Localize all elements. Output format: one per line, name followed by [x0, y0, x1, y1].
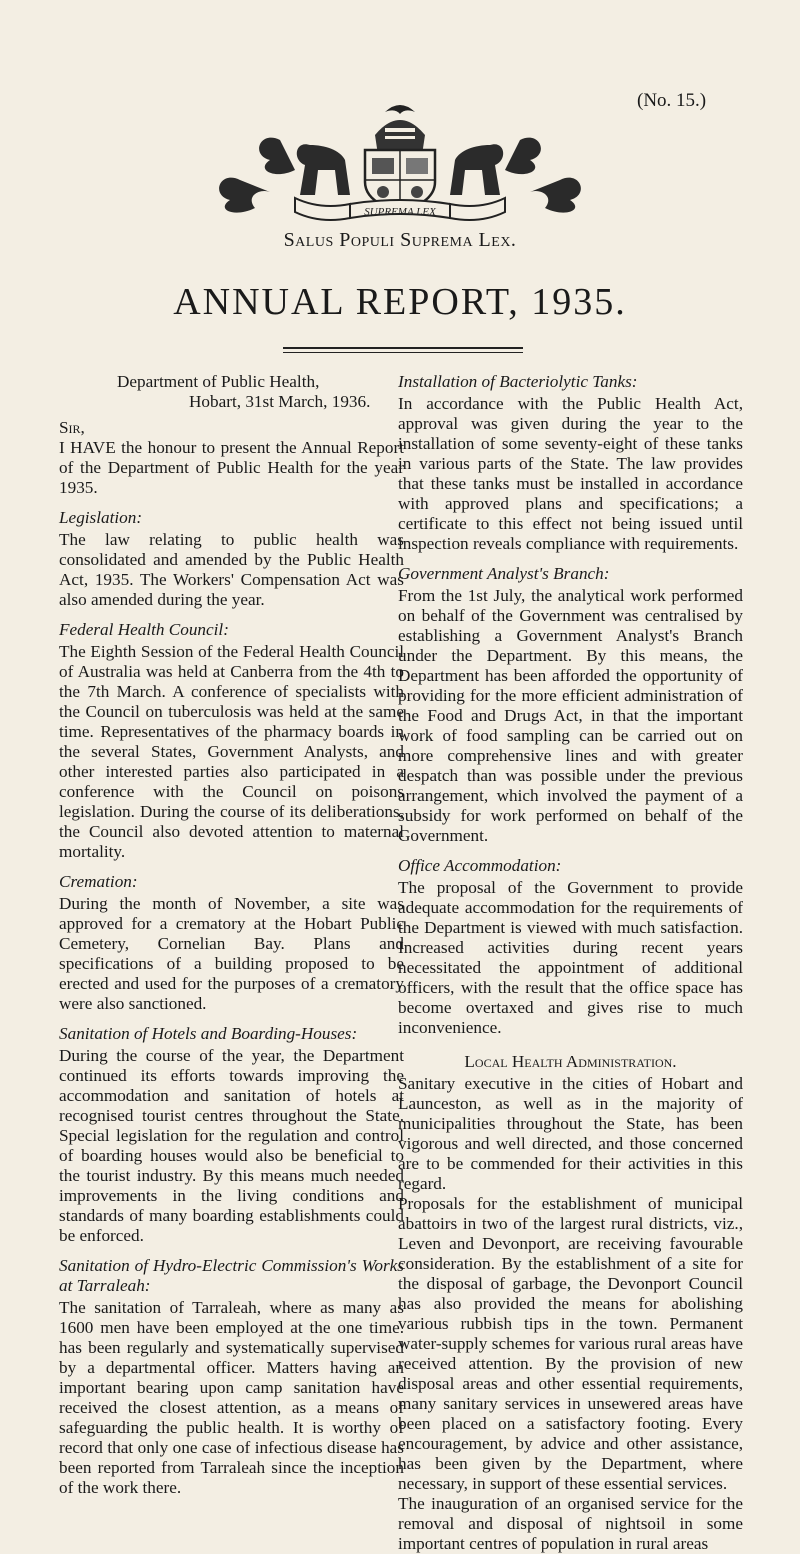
- place-date: Hobart, 31st March, 1936.: [189, 392, 371, 411]
- salutation: Sir,: [59, 418, 85, 437]
- page-title: ANNUAL REPORT, 1935.: [173, 281, 627, 323]
- divider: [283, 352, 523, 353]
- section-heading: Cremation:: [59, 872, 138, 891]
- section-heading: Sanitation of Hotels and Boarding-Houses:: [59, 1024, 358, 1043]
- section-heading: Government Analyst's Branch:: [398, 564, 610, 583]
- intro-paragraph: I HAVE the honour to present the Annual Report of the Department of Public Health for the year 1935.: [59, 438, 404, 497]
- section-body: During the course of the year, the Department continued its efforts towards improving the accommodation and sanitation of hotels at recognised tourist centres throughout the State. Special legislation for the regulation and control of boarding houses would also be beneficial to the tourist industry. By this means much needed improvements in the living conditions and standards of many boarding establishments could be enforced.: [59, 1046, 404, 1245]
- right-column: [398, 372, 743, 1554]
- left-column: [59, 372, 404, 1498]
- section-body: Sanitary executive in the cities of Hobart and Launceston, as well as in the majority of municipalities throughout the State, has been vigorous and well directed, and those concerned are to be commended for their activities in this regard.: [398, 1074, 743, 1193]
- section-body: The sanitation of Tarraleah, where as many as 1600 men have been employed at the one time. has been regularly and systematically supervised by a departmental officer. Matters having an important bearing upon camp sanitation have received the closest attention, as a means of safeguarding the public health. It is worthy of record that only one case of infectious disease has been reported from Tarraleah since the inception of the work there.: [59, 1298, 404, 1497]
- divider: [283, 347, 523, 349]
- section-body: During the month of November, a site was approved for a crematory at the Hobart Public Cemetery, Cornelian Bay. Plans and specifications of a building proposed to be erected and used for the purposes of a crematory were also sanctioned.: [59, 894, 404, 1013]
- section-body: The inauguration of an organised service for the removal and disposal of nightsoil in some important centres of population in rural areas: [398, 1494, 743, 1553]
- section-heading: Federal Health Council:: [59, 620, 229, 639]
- section-body: The law relating to public health was consolidated and amended by the Public Health Act, 1935. The Workers' Compensation Act was also amended during the year.: [59, 530, 404, 609]
- section-body: From the 1st July, the analytical work performed on behalf of the Government was centralised by establishing a Government Analyst's Branch under the Department. By this means, the Department has been afforded the opportunity of providing for the more efficient administration of the Food and Drugs Act, in that the important work of food sampling can be carried out on more comprehensive lines and with greater despatch than was possible under the previous arrangement, which involved the payment of a subsidy for work performed on behalf of the Government.: [398, 586, 743, 845]
- section-heading: Office Accommodation:: [398, 856, 562, 875]
- section-body: The Eighth Session of the Federal Health Council of Australia was held at Canberra from the 4th to the 7th March. A conference of specialists with the Council on tuberculosis was held at the same time. Representatives of the pharmacy boards in the several States, Government Analysts, and other interested parties also participated in a conference with the Council on poisons legislation. During the course of its deliberations, the Council also devoted attention to maternal mortality.: [59, 642, 404, 861]
- section-body: The proposal of the Government to provide adequate accommodation for the requirements of the Department is viewed with much satisfaction. Increased activities during recent years necessitated the appointment of additional officers, with the result that the office space has become overtaxed and gives rise to much inconvenience.: [398, 878, 743, 1037]
- section-body: Proposals for the establishment of municipal abattoirs in two of the largest rural districts, viz., Leven and Devonport, are receiving favourable consideration. By the establishment of a site for the disposal of garbage, the Devonport Council has also provided the means for abolishing various rubbish tips in the town. Permanent water-supply schemes for various rural areas have received attention. By the provision of new disposal areas and other essential requirements, many sanitary services in unsewered areas have been placed on a satisfactory footing. Every encouragement, by advice and other assistance, has been given by the Department, where necessary, in support of these essential services.: [398, 1194, 743, 1493]
- department-line: Department of Public Health,: [117, 372, 320, 391]
- motto: Salus Populi Suprema Lex.: [283, 229, 517, 251]
- section-body: In accordance with the Public Health Act, approval was given during the year to the installation of some seventy-eight of these tanks in various parts of the State. The law provides that these tanks must be installed in accordance with approved plans and specifications; a certificate to this effect not being issued until inspection reveals compliance with requirements.: [398, 394, 743, 553]
- page-number: (No. 15.): [637, 90, 707, 111]
- section-heading: Installation of Bacteriolytic Tanks:: [398, 372, 638, 391]
- crest-ribbon-text: SUPREMA LEX: [364, 206, 436, 218]
- coat-of-arms-icon: [200, 100, 600, 224]
- section-heading: Local Health Administration.: [464, 1052, 677, 1071]
- section-heading: Legislation:: [59, 508, 143, 527]
- section-heading: Sanitation of Hydro-Electric Commission's Works at Tarraleah:: [59, 1256, 404, 1295]
